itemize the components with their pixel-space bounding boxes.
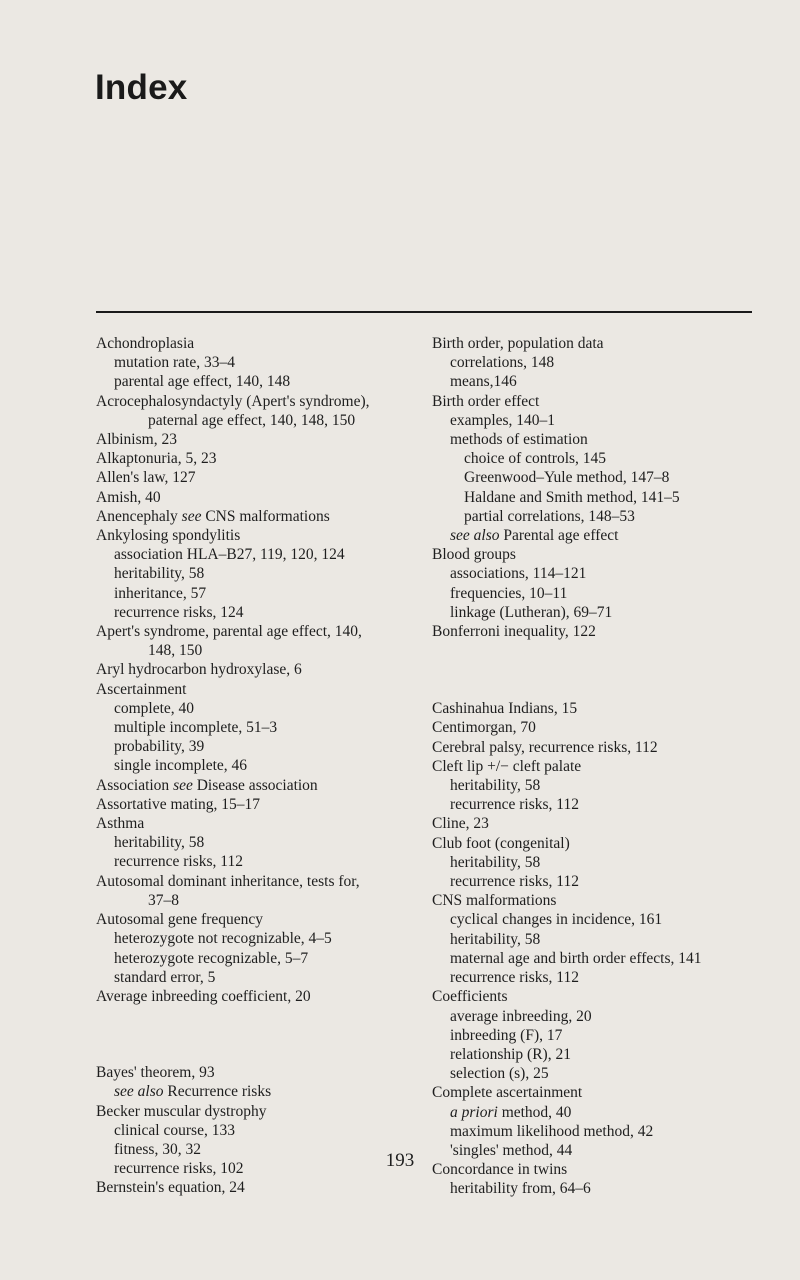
index-subentry: recurrence risks, 112 <box>450 796 579 814</box>
page-title: Index <box>95 68 188 107</box>
index-entry: Birth order, population data <box>432 335 604 352</box>
section-gap <box>96 1006 416 1063</box>
index-subentry: recurrence risks, 102 <box>114 1160 244 1178</box>
index-entry: Club foot (congenital) <box>432 834 570 852</box>
index-entry: Autosomal dominant inheritance, tests for, <box>96 872 360 890</box>
index-subentry: heritability, 58 <box>450 853 541 871</box>
index-entry: Birth order effect <box>432 392 540 410</box>
index-subentry: average inbreeding, 20 <box>450 1007 592 1025</box>
index-subentry: maximum likelihood method, 42 <box>450 1122 654 1140</box>
index-entry: Average inbreeding coefficient, 20 <box>96 987 311 1005</box>
index-entry: Coefficients <box>432 988 508 1006</box>
index-entry: Bonferroni inequality, 122 <box>432 623 596 641</box>
index-entry: Achondroplasia <box>96 335 195 352</box>
index-entry: Asthma <box>96 815 145 833</box>
index-subentry: Greenwood–Yule method, 147–8 <box>464 469 670 487</box>
index-entry: Anencephaly see CNS malformations <box>96 507 330 525</box>
index-entry-continuation: 148, 150 <box>148 642 203 660</box>
index-entry: Alkaptonuria, 5, 23 <box>96 450 217 468</box>
index-subentry: mutation rate, 33–4 <box>114 354 235 372</box>
index-entry: Ankylosing spondylitis <box>96 527 241 545</box>
index-subentry: frequencies, 10–11 <box>450 584 568 602</box>
index-subentry: heritability, 58 <box>450 777 541 795</box>
horizontal-rule <box>96 311 752 313</box>
index-entry: Bayes' theorem, 93 <box>96 1064 215 1082</box>
index-subentry: heritability, 58 <box>114 834 205 852</box>
index-subentry: associations, 114–121 <box>450 565 587 583</box>
index-subentry: recurrence risks, 112 <box>450 969 579 987</box>
index-subentry: 'singles' method, 44 <box>450 1141 573 1159</box>
section-gap <box>432 641 762 699</box>
see-reference: see <box>173 776 193 794</box>
index-subentry: multiple incomplete, 51–3 <box>114 719 278 737</box>
see-reference: a priori <box>450 1103 498 1121</box>
index-subentry: recurrence risks, 124 <box>114 603 244 621</box>
index-entry: Albinism, 23 <box>96 431 177 449</box>
see-reference: see <box>181 507 202 525</box>
index-subentry: recurrence risks, 112 <box>450 873 579 891</box>
index-subentry: Haldane and Smith method, 141–5 <box>464 488 680 506</box>
index-column-left <box>96 334 416 1198</box>
index-entry: Cline, 23 <box>432 815 489 833</box>
see-reference: see also <box>114 1083 164 1101</box>
index-subentry: heterozygote not recognizable, 4–5 <box>114 930 332 948</box>
index-subentry: recurrence risks, 112 <box>114 853 243 871</box>
index-entry: Bernstein's equation, 24 <box>96 1179 245 1197</box>
index-entry: Apert's syndrome, parental age effect, 140, <box>96 623 362 641</box>
index-subentry: see also Parental age effect <box>450 527 619 545</box>
index-subentry: heterozygote recognizable, 5–7 <box>114 949 309 967</box>
index-subentry: choice of controls, 145 <box>464 450 607 468</box>
index-subentry: relationship (R), 21 <box>450 1045 571 1063</box>
index-subentry: means,146 <box>450 373 517 391</box>
index-entry: Allen's law, 127 <box>96 469 196 487</box>
index-subentry: probability, 39 <box>114 738 205 756</box>
index-subentry: methods of estimation <box>450 431 588 449</box>
index-subentry: heritability from, 64–6 <box>450 1180 591 1198</box>
index-subentry: standard error, 5 <box>114 968 216 986</box>
index-subentry: linkage (Lutheran), 69–71 <box>450 603 613 621</box>
index-subentry: selection (s), 25 <box>450 1065 549 1083</box>
index-entry: Acrocephalosyndactyly (Apert's syndrome), <box>96 392 370 410</box>
index-subentry: cyclical changes in incidence, 161 <box>450 911 663 929</box>
index-subentry: single incomplete, 46 <box>114 757 248 775</box>
index-subentry: parental age effect, 140, 148 <box>114 373 291 391</box>
index-subentry: see also Recurrence risks <box>114 1083 272 1101</box>
index-subentry: association HLA–B27, 119, 120, 124 <box>114 546 345 564</box>
index-entry: Amish, 40 <box>96 488 161 506</box>
index-subentry: clinical course, 133 <box>114 1121 235 1139</box>
page-number: 193 <box>385 1150 415 1171</box>
index-subentry: partial correlations, 148–53 <box>464 507 635 525</box>
index-entry: Cleft lip +/− cleft palate <box>432 757 582 775</box>
index-subentry: inheritance, 57 <box>114 584 207 602</box>
index-subentry: heritability, 58 <box>450 930 541 948</box>
index-entry: Cerebral palsy, recurrence risks, 112 <box>432 738 658 756</box>
index-subentry: maternal age and birth order effects, 141 <box>450 949 702 967</box>
index-entry: Centimorgan, 70 <box>432 719 536 737</box>
index-entry: Becker muscular dystrophy <box>96 1102 267 1120</box>
index-subentry: heritability, 58 <box>114 565 205 583</box>
index-entry: Aryl hydrocarbon hydroxylase, 6 <box>96 661 302 679</box>
index-subentry: correlations, 148 <box>450 354 555 372</box>
index-entry: CNS malformations <box>432 892 557 910</box>
index-column-right <box>432 334 762 1199</box>
index-entry-continuation: 37–8 <box>148 891 179 909</box>
index-entry-continuation: paternal age effect, 140, 148, 150 <box>148 411 356 429</box>
index-subentry: fitness, 30, 32 <box>114 1140 201 1158</box>
see-reference: see also <box>450 527 500 545</box>
index-subentry: inbreeding (F), 17 <box>450 1026 563 1044</box>
index-entry: Association see Disease association <box>96 776 318 794</box>
index-entry: Blood groups <box>432 546 516 564</box>
index-entry: Assortative mating, 15–17 <box>96 795 261 813</box>
index-entry: Complete ascertainment <box>432 1084 583 1102</box>
index-entry: Ascertainment <box>96 680 187 698</box>
index-subentry: complete, 40 <box>114 699 195 717</box>
index-subentry: examples, 140–1 <box>450 411 556 429</box>
index-entry: Concordance in twins <box>432 1161 568 1179</box>
index-entry: Autosomal gene frequency <box>96 911 263 929</box>
index-subentry: a priori method, 40 <box>450 1103 572 1121</box>
index-entry: Cashinahua Indians, 15 <box>432 700 578 718</box>
